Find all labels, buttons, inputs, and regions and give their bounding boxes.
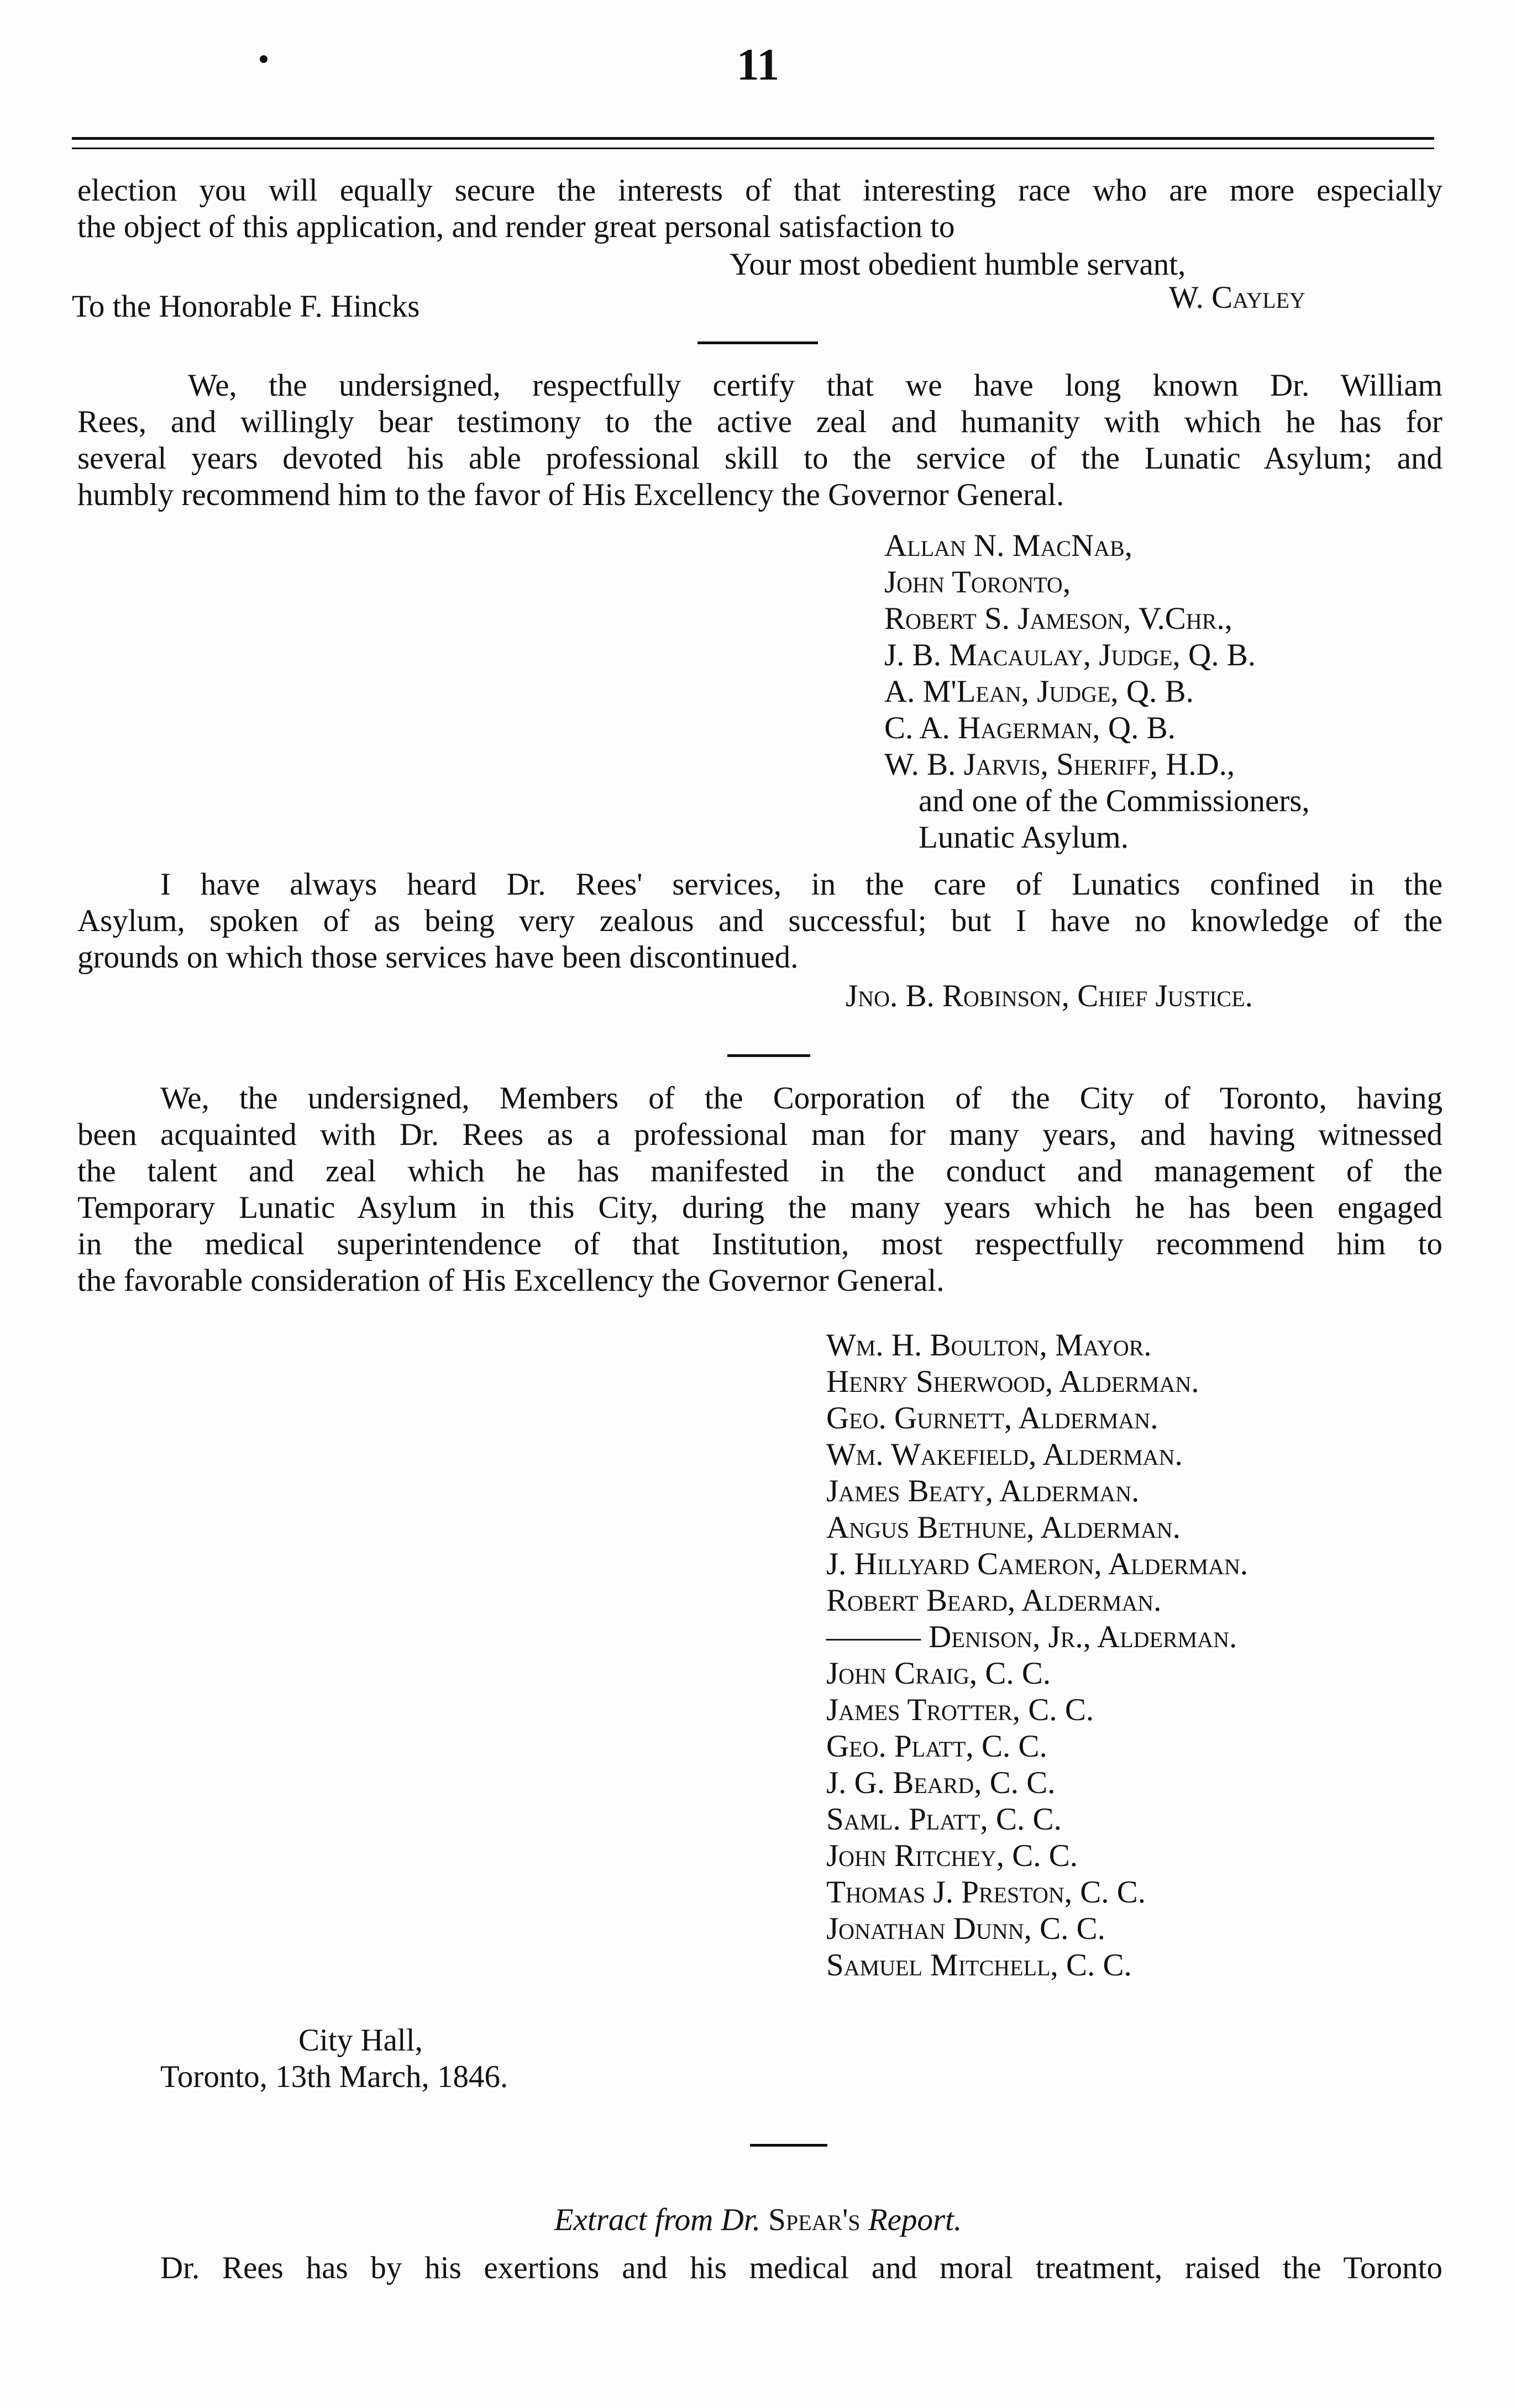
letter-signature: W. Cayley: [1169, 280, 1305, 315]
text-line: in the medical superintendence of that Institution, most respectfully recommend him to: [77, 1227, 1442, 1261]
signatory: Geo. Platt, C. C.: [826, 1729, 1047, 1764]
text-line: Dr. Rees has by his exertions and his medical and moral treatment, raised the Toronto: [160, 2251, 1442, 2285]
text-line: Rees, and willingly bear testimony to the active zeal and humanity with which he has for: [77, 404, 1442, 439]
signatory: J. G. Beard, C. C.: [826, 1765, 1056, 1800]
section-divider: [750, 2144, 827, 2147]
text-line: We, the undersigned, respectfully certify that we have long known Dr. William: [188, 368, 1442, 403]
certificate-3-signatories: [826, 1327, 1248, 1984]
text-line: been acquainted with Dr. Rees as a professional man for many years, and having witnessed: [77, 1117, 1442, 1152]
text-line: the favorable consideration of His Excellency the Governor General.: [77, 1263, 945, 1298]
signatory: W. B. Jarvis, Sheriff, H.D.,: [884, 747, 1235, 782]
signatory: John Ritchey, C. C.: [826, 1838, 1078, 1873]
text-line: Temporary Lunatic Asylum in this City, during the many years which he has been engaged: [77, 1190, 1442, 1225]
certificate-1-paragraph: [77, 367, 1442, 513]
header-double-rule: [72, 137, 1434, 149]
certificate-3-date: Toronto, 13th March, 1846.: [160, 2059, 508, 2094]
signatory: J. Hillyard Cameron, Alderman.: [826, 1547, 1249, 1581]
letter-closing: Your most obedient humble servant,: [730, 247, 1186, 282]
signatory: ——— Denison, Jr., Alderman.: [826, 1620, 1237, 1654]
signatory: Henry Sherwood, Alderman.: [826, 1364, 1199, 1399]
signatory: Geo. Gurnett, Alderman.: [826, 1401, 1158, 1436]
page-number: 11: [736, 39, 780, 90]
signatory: A. M'Lean, Judge, Q. B.: [884, 674, 1194, 709]
text-line: the talent and zeal which he has manifested in the conduct and management of the: [77, 1154, 1442, 1189]
letter-end-paragraph: [77, 172, 1442, 245]
extract-title-prefix: Extract from Dr.: [554, 2202, 760, 2237]
text-line: Asylum, spoken of as being very zealous and successful; but I have no knowledge of the: [77, 903, 1442, 938]
text-line: humbly recommend him to the favor of His Excellency the Governor General.: [77, 477, 1064, 512]
text-line: We, the undersigned, Members of the Corporation of the City of Toronto, having: [160, 1081, 1442, 1116]
signatory: J. B. Macaulay, Judge, Q. B.: [884, 638, 1256, 672]
text-line: several years devoted his able professional skill to the service of the Lunatic Asylum; and: [77, 441, 1442, 476]
text-line: I have always heard Dr. Rees' services, in the care of Lunatics confined in the: [160, 867, 1442, 902]
signatory: Samuel Mitchell, C. C.: [826, 1948, 1132, 1983]
signatory: Jonathan Dunn, C. C.: [826, 1911, 1105, 1946]
text-line: the object of this application, and render great personal satisfaction to: [77, 209, 955, 244]
signatory: Allan N. MacNab,: [884, 528, 1132, 563]
letter-addressee: To the Honorable F. Hincks: [72, 289, 420, 324]
signatory: Robert Beard, Alderman.: [826, 1583, 1162, 1618]
signatory: Thomas J. Preston, C. C.: [826, 1875, 1146, 1910]
section-divider: [727, 1054, 810, 1057]
section-divider: [697, 341, 818, 344]
signatory: Wm. H. Boulton, Mayor.: [826, 1328, 1152, 1363]
signatory: James Trotter, C. C.: [826, 1692, 1094, 1727]
extract-title-name: Spear's: [768, 2202, 861, 2237]
signatory: John Craig, C. C.: [826, 1656, 1051, 1691]
certificate-3-place: City Hall,: [298, 2023, 423, 2058]
certificate-2-signature: Jno. B. Robinson, Chief Justice.: [846, 979, 1253, 1013]
signatory-note: and one of the Commissioners,: [919, 784, 1310, 818]
signatory-note: Lunatic Asylum.: [919, 820, 1129, 855]
signatory: John Toronto,: [884, 565, 1071, 600]
certificate-2-paragraph: [77, 866, 1442, 976]
signatory: Angus Bethune, Alderman.: [826, 1510, 1181, 1545]
signatory: Wm. Wakefield, Alderman.: [826, 1437, 1183, 1472]
certificate-1-signatories: [884, 528, 1310, 856]
text-line: election you will equally secure the interests of that interesting race who are more especially: [77, 173, 1442, 208]
extract-title: [0, 2202, 1516, 2238]
text-line: grounds on which those services have been discontinued.: [77, 940, 799, 975]
signatory: C. A. Hagerman, Q. B.: [884, 711, 1176, 745]
signatory: Saml. Platt, C. C.: [826, 1802, 1062, 1837]
signatory: Robert S. Jameson, V.Chr.,: [884, 601, 1232, 636]
certificate-3-paragraph: [77, 1080, 1442, 1299]
signatory: James Beaty, Alderman.: [826, 1474, 1140, 1508]
extract-paragraph: [77, 2250, 1442, 2286]
extract-title-suffix: Report.: [868, 2202, 962, 2237]
